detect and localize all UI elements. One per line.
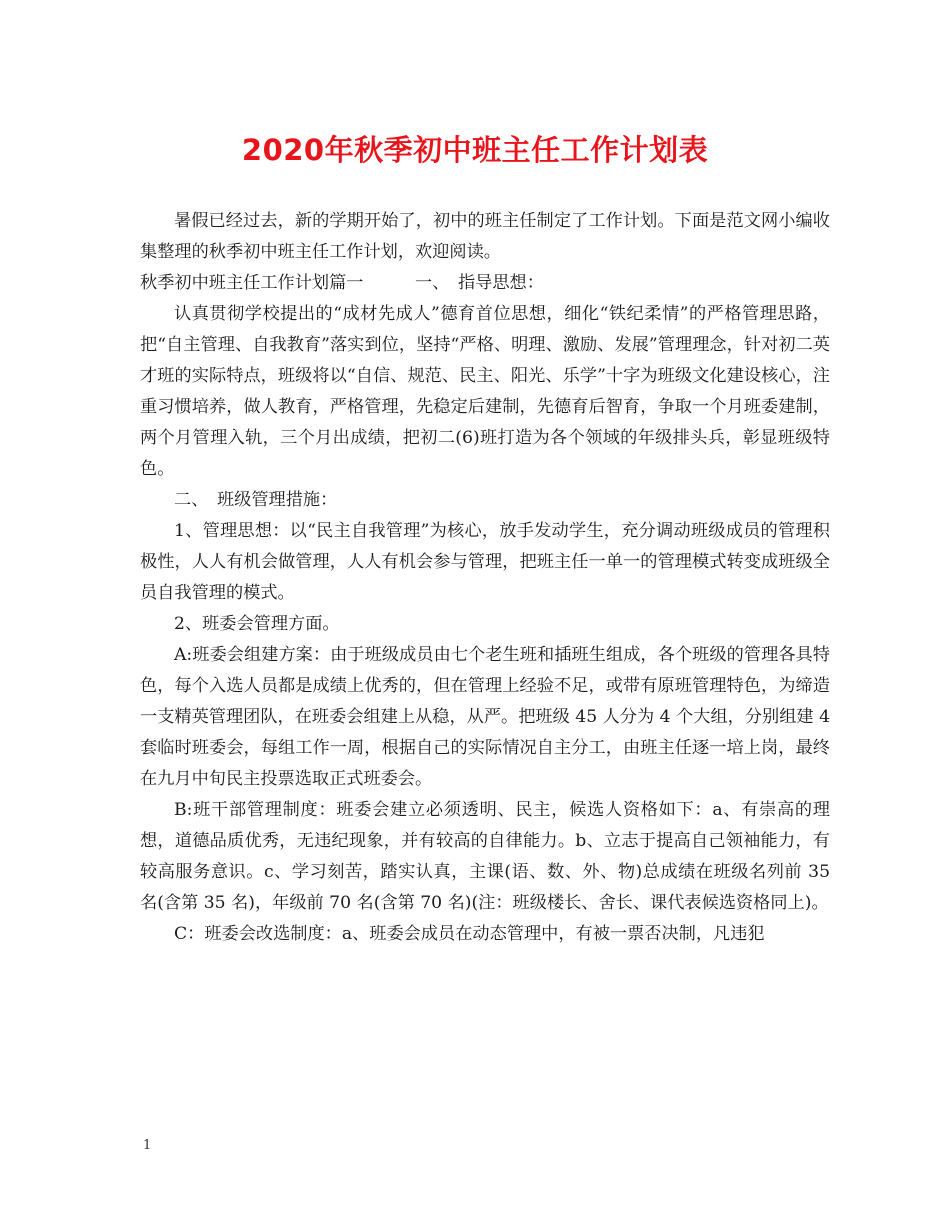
paragraph: 2、班委会管理方面。 [174,614,340,634]
paragraph: B:班干部管理制度：班委会建立必须透明、民主，候选人资格如下：a、有崇高的理想，道德品质优秀，无违纪现象，并有较高的自律能力。b、立志于提高自己领袖能力，有较高服务意识。c、学习刻苦，踏实认真，主课(语、数、外、物)总成绩在班级名列前 35 名(含第 35 名)，年级前 70 名(含第 70 名)(注：班级楼长、舍长、课代表候选资格同上)。 [140,800,830,913]
paragraph: 秋季初中班主任工作计划篇一 一、 指导思想： [140,273,544,293]
paragraph: 暑假已经过去，新的学期开始了，初中的班主任制定了工作计划。下面是范文网小编收集整理的秋季初中班主任工作计划，欢迎阅读。 [140,211,830,262]
paragraph: 认真贯彻学校提出的“成材先成人”德育首位思想，细化“铁纪柔情”的严格管理思路，把“自主管理、自我教育”落实到位，坚持“严格、明理、激励、发展”管理理念，针对初二英才班的实际特点，班级将以“自信、规范、民主、阳光、乐学”十字为班级文化建设核心，注重习惯培养，做人教育，严格管理，先稳定后建制，先德育后智育，争取一个月班委建制，两个月管理入轨，三个月出成绩，把初二(6)班打造为各个领域的年级排头兵，彰显班级特色。 [140,304,830,479]
document-title: 2020年秋季初中班主任工作计划表 [241,133,709,167]
page-number: 1 [143,1138,152,1153]
paragraph: A:班委会组建方案：由于班级成员由七个老生班和插班生组成，各个班级的管理各具特色，每个入选人员都是成绩上优秀的，但在管理上经验不足，或带有原班管理特色，为缔造一支精英管理团队，在班委会组建上从稳，从严。把班级 45 人分为 4 个大组，分别组建 4 套临时班委会，每组工作一周，根据自己的实际情况自主分工，由班主任逐一培上岗，最终在九月中旬民主投票选取正式班委会。 [140,645,830,789]
document-body [140,206,830,950]
paragraph: 1、管理思想：以“民主自我管理”为核心，放手发动学生，充分调动班级成员的管理积极性，人人有机会做管理，人人有机会参与管理，把班主任一单一的管理模式转变成班级全员自我管理的模式。 [140,521,830,603]
paragraph: 二、 班级管理措施： [174,490,338,510]
paragraph: C：班委会改选制度：a、班委会成员在动态管理中，有被一票否决制，凡违犯 [174,924,765,944]
